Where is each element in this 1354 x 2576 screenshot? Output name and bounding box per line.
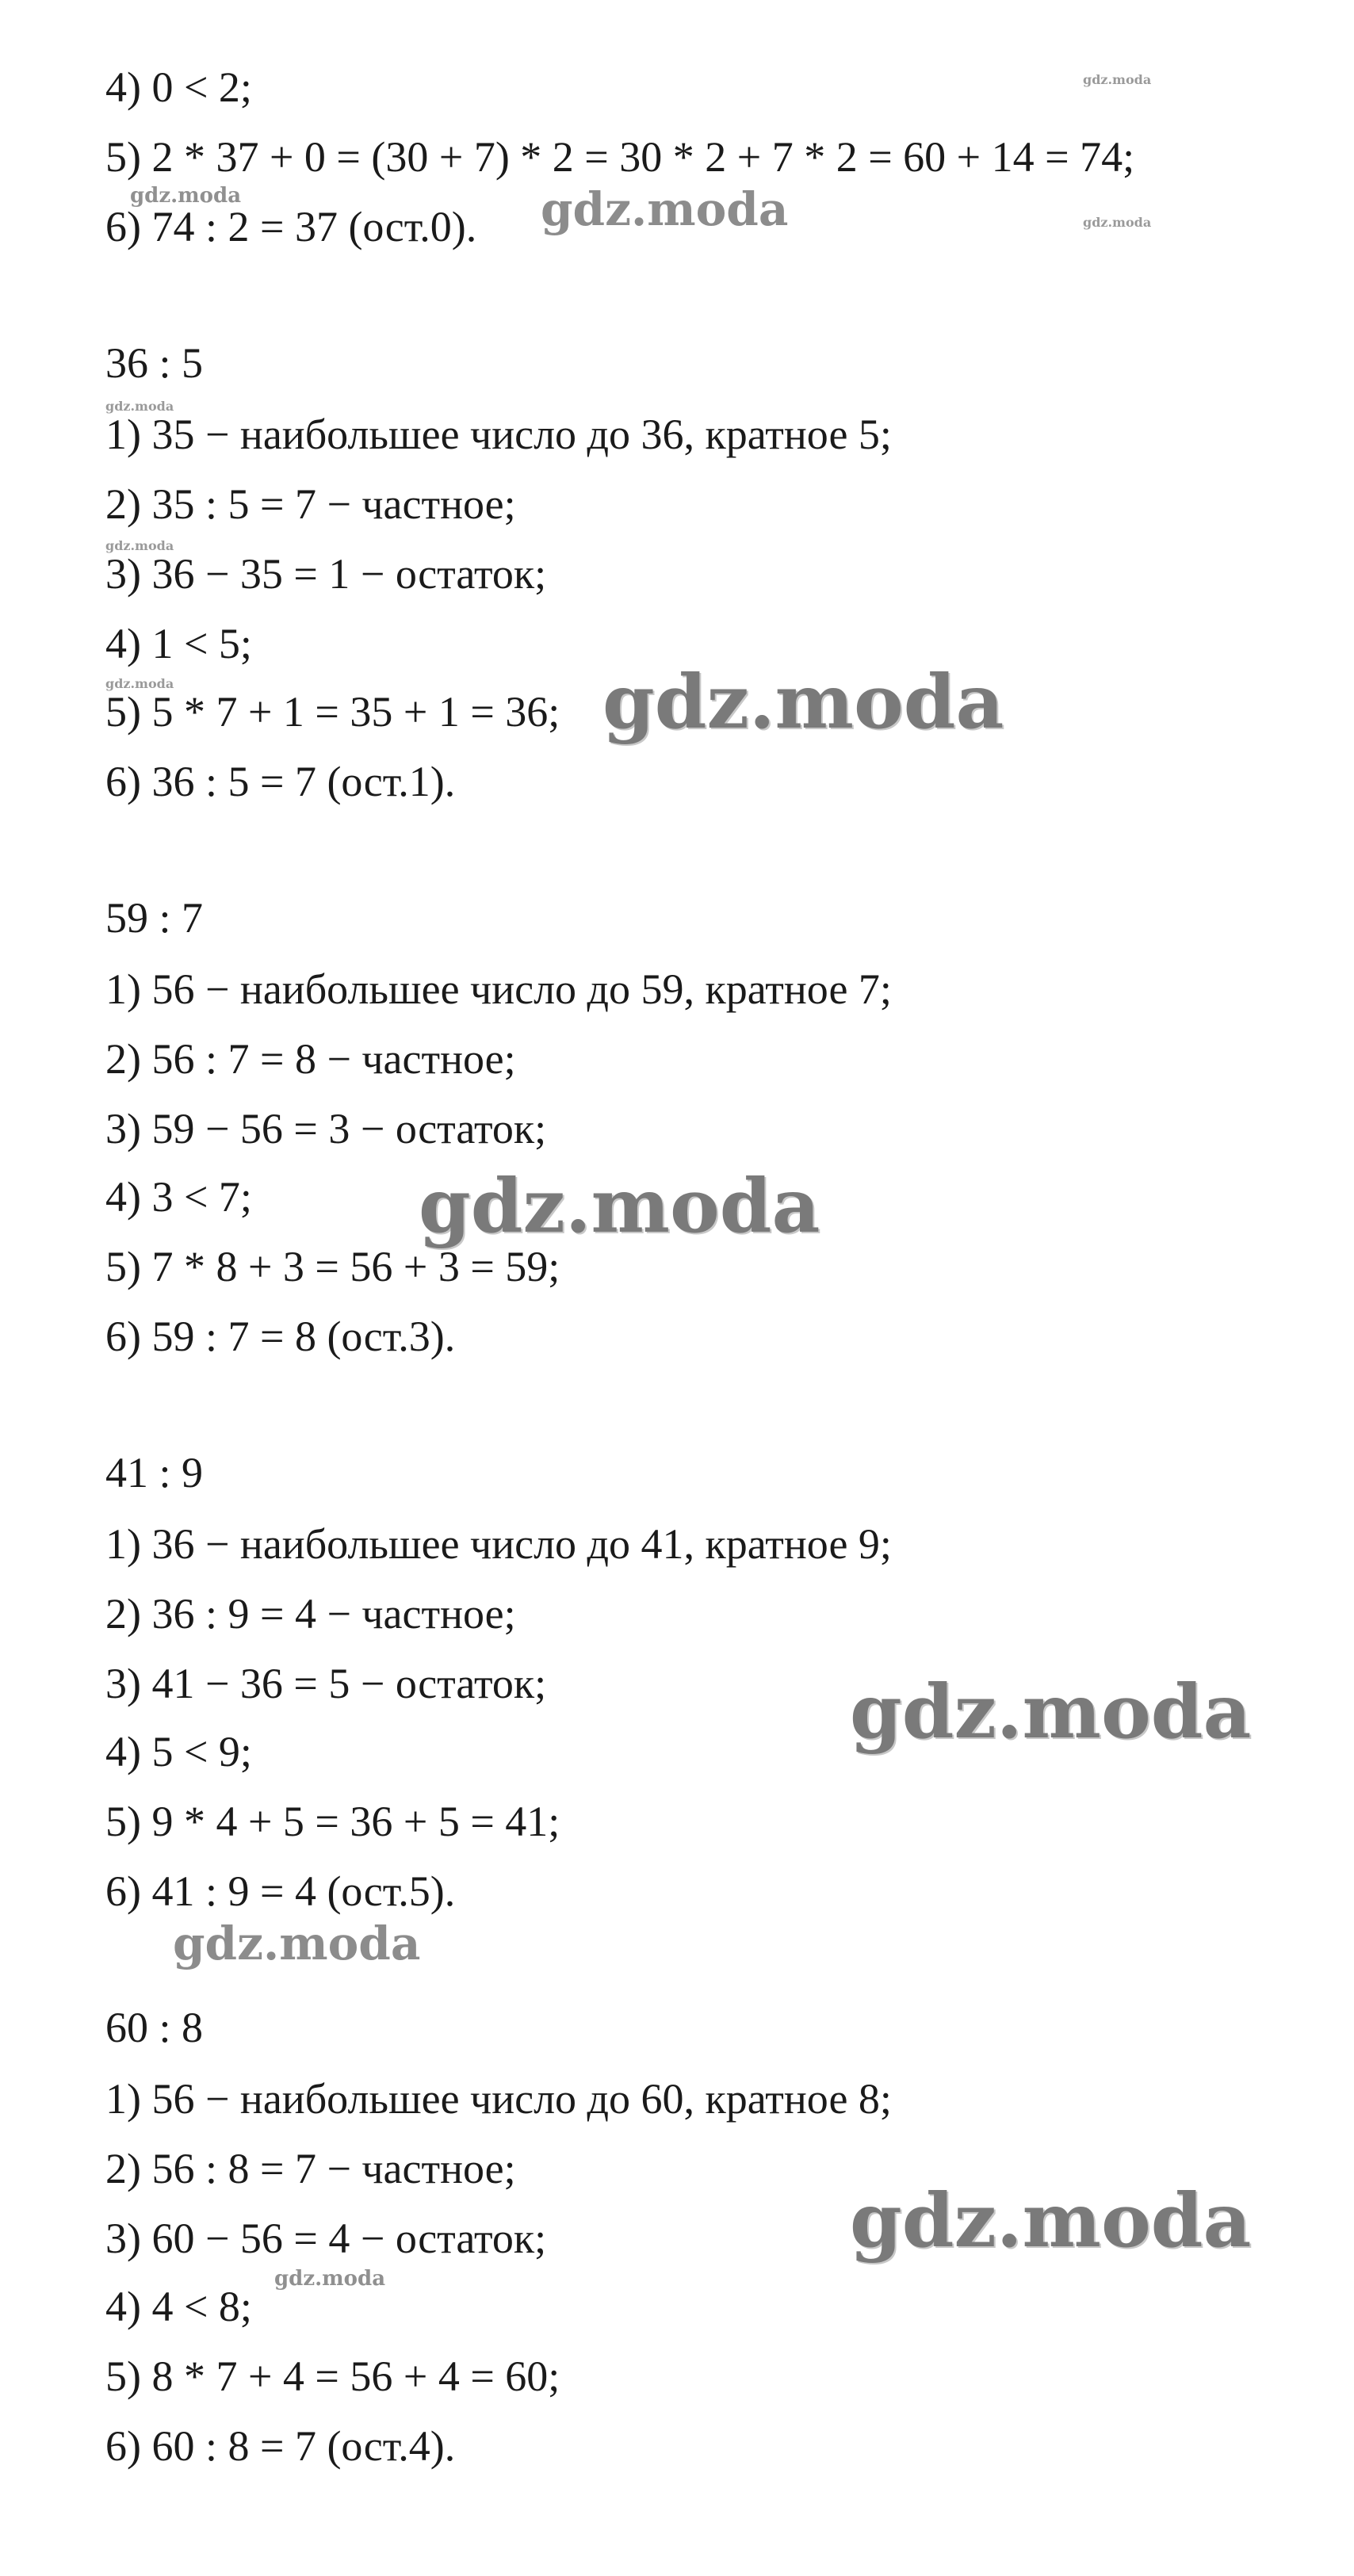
- text-line: 5) 2 * 37 + 0 = (30 + 7) * 2 = 30 * 2 + 7 * 2 = 60 + 14 = 74;: [105, 133, 1135, 181]
- text-line: 6) 41 : 9 = 4 (ост.5).: [105, 1867, 456, 1915]
- watermark: gdz.moda: [541, 182, 789, 236]
- text-line: 6) 36 : 5 = 7 (ост.1).: [105, 758, 456, 805]
- text-line: 1) 35 − наибольшее число до 36, кратное 5;: [105, 411, 892, 458]
- watermark: gdz.moda: [105, 538, 174, 553]
- text-line: 3) 36 − 35 = 1 − остаток;: [105, 550, 547, 598]
- problem-heading: 41 : 9: [105, 1449, 204, 1496]
- text-line: 4) 1 < 5;: [105, 620, 252, 667]
- text-line: 6) 74 : 2 = 37 (ост.0).: [105, 203, 477, 250]
- text-line: 3) 60 − 56 = 4 − остаток;: [105, 2215, 547, 2262]
- text-line: 1) 36 − наибольшее число до 41, кратное 9;: [105, 1520, 892, 1568]
- text-line: 3) 41 − 36 = 5 − остаток;: [105, 1660, 547, 1707]
- watermark: gdz.moda: [1083, 72, 1152, 87]
- watermark: gdz.moda: [419, 1163, 820, 1250]
- text-line: 4) 5 < 9;: [105, 1728, 252, 1775]
- watermark: gdz.moda: [173, 1917, 421, 1970]
- text-line: 1) 56 − наибольшее число до 59, кратное 7;: [105, 965, 892, 1013]
- watermark: gdz.moda: [130, 184, 242, 208]
- text-line: 6) 60 : 8 = 7 (ост.4).: [105, 2422, 456, 2470]
- text-line: 4) 3 < 7;: [105, 1173, 252, 1221]
- watermark: gdz.moda: [850, 2177, 1252, 2265]
- watermark: gdz.moda: [602, 659, 1004, 746]
- text-line: 1) 56 − наибольшее число до 60, кратное 8;: [105, 2075, 892, 2123]
- text-line: 4) 4 < 8;: [105, 2283, 252, 2330]
- problem-heading: 59 : 7: [105, 894, 204, 942]
- text-line: 5) 9 * 4 + 5 = 36 + 5 = 41;: [105, 1798, 560, 1845]
- problem-heading: 36 : 5: [105, 339, 204, 387]
- text-line: 4) 0 < 2;: [105, 63, 252, 111]
- text-line: 3) 59 − 56 = 3 − остаток;: [105, 1105, 547, 1152]
- watermark: gdz.moda: [105, 399, 174, 414]
- text-line: 2) 36 : 9 = 4 − частное;: [105, 1590, 516, 1638]
- watermark: gdz.moda: [1083, 215, 1152, 230]
- text-line: 6) 59 : 7 = 8 (ост.3).: [105, 1313, 456, 1360]
- watermark: gdz.moda: [105, 676, 174, 691]
- watermark: gdz.moda: [850, 1668, 1252, 1756]
- text-line: 2) 35 : 5 = 7 − частное;: [105, 480, 516, 528]
- text-line: 5) 5 * 7 + 1 = 35 + 1 = 36;: [105, 688, 560, 736]
- text-line: 2) 56 : 7 = 8 − частное;: [105, 1035, 516, 1083]
- watermark: gdz.moda: [274, 2267, 386, 2291]
- text-line: 5) 8 * 7 + 4 = 56 + 4 = 60;: [105, 2352, 560, 2400]
- text-line: 2) 56 : 8 = 7 − частное;: [105, 2145, 516, 2192]
- text-line: 5) 7 * 8 + 3 = 56 + 3 = 59;: [105, 1243, 560, 1290]
- problem-heading: 60 : 8: [105, 2004, 204, 2051]
